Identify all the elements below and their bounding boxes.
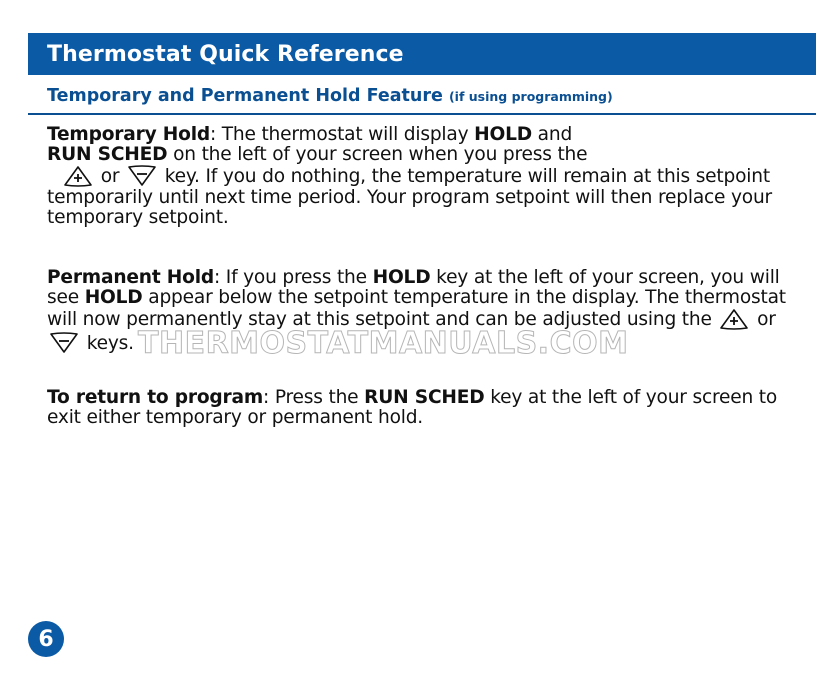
run-sched-keyword: RUN SCHED [364, 387, 485, 408]
text-run: If you press the [220, 267, 373, 288]
minus-key-icon [47, 331, 81, 355]
hold-keyword: HOLD [372, 267, 431, 288]
text-run: or [95, 166, 126, 187]
text-run: appear below the setpoint temperature in the display. The thermostat will now permanently stay at this setpoint and can be adjusted using the [47, 286, 786, 330]
section-title: Temporary and Permanent Hold Feature [47, 86, 443, 106]
section-divider [28, 113, 816, 115]
text-run: key. If you do nothing, the temperature will remain at this setpoint temporarily until next time period. Your program setpoint will then replace your temporary setpoint. [47, 166, 772, 228]
watermark: THERMOSTATMANUALS.COM [138, 326, 629, 361]
run-sched-keyword: RUN SCHED [47, 143, 168, 165]
permanent-hold-term: Permanent Hold [47, 267, 214, 288]
section-heading [47, 86, 613, 106]
plus-key-icon [717, 307, 751, 331]
return-to-program-paragraph [47, 388, 787, 427]
return-to-program-term: To return to program [47, 387, 264, 408]
term-separator: : [214, 267, 221, 288]
hold-keyword: HOLD [474, 124, 532, 145]
hold-keyword: HOLD [84, 286, 143, 308]
temporary-hold-term: Temporary Hold [47, 124, 210, 145]
text-run: key at the left of your screen, you will see [47, 267, 780, 308]
section-note: (if using programming) [448, 89, 613, 104]
text-run: key at the left of your screen to exit either temporary or permanent hold. [47, 387, 778, 428]
text-run: on the left of your screen when you press the [167, 143, 588, 165]
page-title: Thermostat Quick Reference [47, 41, 404, 67]
temporary-hold-paragraph [47, 125, 787, 227]
page-number-badge: 6 [28, 621, 64, 657]
term-separator: : [263, 387, 270, 408]
text-run: The thermostat will display [216, 124, 475, 145]
plus-key-icon [61, 164, 95, 188]
header-bar [28, 33, 816, 75]
text-run: Press the [269, 387, 365, 408]
text-run: or [751, 309, 776, 330]
text-run: and [531, 124, 573, 145]
minus-key-icon [125, 164, 159, 188]
term-separator: : [209, 124, 217, 145]
text-run: keys. [81, 333, 134, 354]
